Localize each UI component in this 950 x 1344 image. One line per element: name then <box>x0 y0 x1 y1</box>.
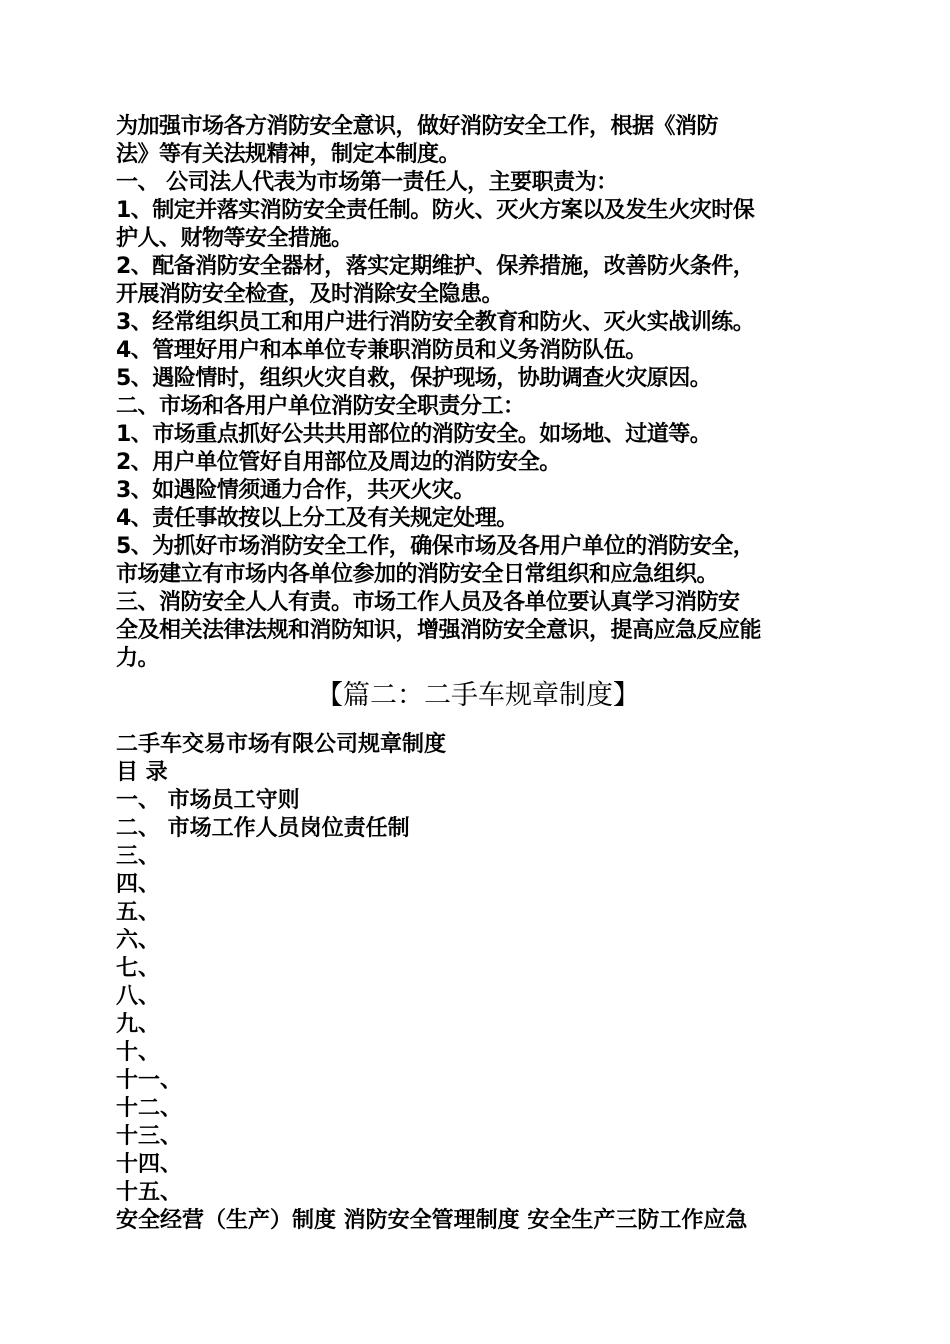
paragraph-line: 为加强市场各方消防安全意识，做好消防安全工作，根据《消防 <box>116 114 719 139</box>
toc-line: 九、 <box>116 1012 161 1037</box>
toc-line: 八、 <box>116 984 161 1009</box>
paragraph-line: 5、遇险情时，组织火灾自救，保护现场，协助调查火灾原因。 <box>116 366 712 391</box>
toc-line: 五、 <box>116 900 161 925</box>
paragraph-line: 护人、财物等安全措施。 <box>116 226 353 251</box>
toc-line: 二手车交易市场有限公司规章制度 <box>116 732 447 757</box>
fire-safety-regulation <box>116 113 840 673</box>
toc-line: 二、 市场工作人员岗位责任制 <box>116 816 410 841</box>
toc-line: 一、 市场员工守则 <box>116 788 300 813</box>
toc-line: 十、 <box>116 1040 161 1065</box>
paragraph-line: 4、责任事故按以上分工及有关规定处理。 <box>116 506 518 531</box>
table-of-contents <box>116 731 840 1235</box>
paragraph-line: 3、经常组织员工和用户进行消防安全教育和防火、灭火实战训练。 <box>116 310 755 335</box>
toc-line: 十四、 <box>116 1152 183 1177</box>
section-heading: 【篇二：二手车规章制度】 <box>316 680 640 711</box>
toc-line: 六、 <box>116 928 161 953</box>
toc-line: 三、 <box>116 844 161 869</box>
paragraph-line: 2、用户单位管好自用部位及周边的消防安全。 <box>116 450 561 475</box>
toc-line: 十一、 <box>116 1068 183 1093</box>
toc-line: 十三、 <box>116 1124 183 1149</box>
paragraph-line: 市场建立有市场内各单位参加的消防安全日常组织和应急组织。 <box>116 562 719 587</box>
paragraph-line: 5、为抓好市场消防安全工作，确保市场及各用户单位的消防安全， <box>116 534 755 559</box>
paragraph-line: 法》等有关法规精神，制定本制度。 <box>116 142 461 167</box>
toc-line: 安全经营（生产）制度 消防安全管理制度 安全生产三防工作应急 <box>116 1208 748 1233</box>
paragraph-line: 一、 公司法人代表为市场第一责任人，主要职责为： <box>116 170 618 195</box>
paragraph-line: 全及相关法律法规和消防知识，增强消防安全意识，提高应急反应能 <box>116 618 762 643</box>
document-page <box>116 113 840 1235</box>
toc-line: 十二、 <box>116 1096 183 1121</box>
paragraph-line: 二、市场和各用户单位消防安全职责分工： <box>116 394 525 419</box>
paragraph-line: 开展消防安全检查，及时消除安全隐患。 <box>116 282 504 307</box>
paragraph-line: 4、管理好用户和本单位专兼职消防员和义务消防队伍。 <box>116 338 647 363</box>
paragraph-line: 1、制定并落实消防安全责任制。防火、灭火方案以及发生火灾时保 <box>116 198 755 223</box>
paragraph-line: 力。 <box>116 646 160 671</box>
toc-line: 十五、 <box>116 1180 183 1205</box>
paragraph-line: 1、市场重点抓好公共共用部位的消防安全。如场地、过道等。 <box>116 422 712 447</box>
toc-line: 目 录 <box>116 760 168 785</box>
toc-line: 七、 <box>116 956 161 981</box>
paragraph-line: 3、如遇险情须通力合作，共灭火灾。 <box>116 478 475 503</box>
toc-line: 四、 <box>116 872 161 897</box>
paragraph-line: 2、配备消防安全器材，落实定期维护、保养措施，改善防火条件， <box>116 254 755 279</box>
paragraph-line: 三、消防安全人人有责。市场工作人员及各单位要认真学习消防安 <box>116 590 740 615</box>
